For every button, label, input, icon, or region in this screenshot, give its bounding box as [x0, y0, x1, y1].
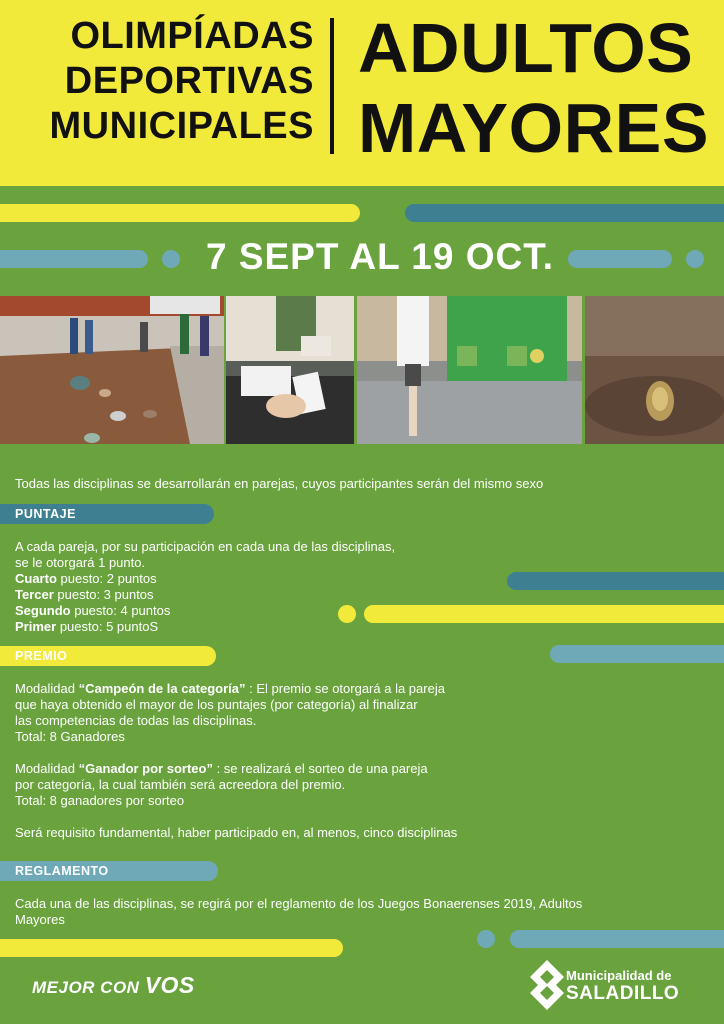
premio-m1-total: Total: 8 Ganadores [15, 729, 125, 744]
puntaje-heading: PUNTAJE [0, 504, 214, 524]
slogan-logo [32, 972, 195, 999]
stripe-blue-mid [507, 572, 724, 590]
stripe-yellow-bottom [0, 939, 343, 957]
premio-modalidad-1 [15, 681, 445, 745]
puntaje-body [15, 539, 395, 635]
stripe-yellow-mid [364, 605, 724, 623]
header-left-line-3: MUNICIPALES [49, 105, 314, 147]
dot-lblue-right [686, 250, 704, 268]
reglamento-line-1: Cada una de las disciplinas, se regirá por el reglamento de los Juegos Bonaerenses 2019, Adultos [15, 896, 583, 911]
intro-text: Todas las disciplinas se desarrollarán en parejas, cuyos participantes serán del mismo sexo [15, 476, 544, 491]
puntaje-row-cuarto: Cuarto puesto: 2 puntos [15, 571, 157, 586]
header-left-line-2: DEPORTIVAS [64, 60, 314, 102]
soccer-photo [357, 296, 582, 444]
header-banner [0, 0, 724, 186]
header-right-line-1: ADULTOS [358, 9, 694, 87]
reglamento-heading: REGLAMENTO [0, 861, 218, 881]
premio-m2-line-1: Modalidad “Ganador por sorteo” : se realizará el sorteo de una pareja [15, 761, 428, 776]
premio-modalidad-2 [15, 761, 428, 809]
event-dates: 7 SEPT AL 19 OCT. [205, 236, 555, 277]
premio-m2-line-2: por categoría, la cual también será acreedora del premio. [15, 777, 346, 792]
header-left-line-1: OLIMPÍADAS [70, 15, 314, 57]
premio-m1-line-1: Modalidad “Campeón de la categoría” : El premio se otorgará a la pareja [15, 681, 445, 696]
header-right-line-2: MAYORES [358, 89, 710, 167]
sapo-photo [585, 296, 724, 444]
premio-requisito: Será requisito fundamental, haber participado en, al menos, cinco disciplinas [15, 825, 458, 840]
puntaje-line-2: se le otorgará 1 punto. [15, 555, 146, 570]
slogan-prefix: MEJOR CON [32, 978, 145, 997]
municipality-line-1: Municipalidad de [566, 968, 672, 983]
stripe-lblue-bottom [510, 930, 724, 948]
header-left-title [14, 14, 314, 149]
premio-heading: PREMIO [0, 646, 216, 666]
bocha-photo [0, 296, 224, 444]
dot-lblue-left [162, 250, 180, 268]
premio-m2-total: Total: 8 ganadores por sorteo [15, 793, 185, 808]
dot-lblue-bottom [477, 930, 495, 948]
municipality-name [566, 968, 679, 1005]
stripe-blue-top [405, 204, 724, 222]
reglamento-line-2: Mayores [15, 912, 65, 927]
puntaje-row-segundo: Segundo puesto: 4 puntos [15, 603, 171, 618]
stripe-lblue-right [568, 250, 672, 268]
reglamento-body [15, 896, 582, 928]
dot-yellow-mid [338, 605, 356, 623]
premio-m1-line-3: las competencias de todas las disciplinas. [15, 713, 257, 728]
stripe-lblue-left [0, 250, 148, 268]
puntaje-row-tercer: Tercer puesto: 3 puntos [15, 587, 154, 602]
premio-m1-line-2: que haya obtenido el mayor de los puntajes (por categoría) al finalizar [15, 697, 418, 712]
header-right-title [358, 8, 709, 168]
puntaje-line-1: A cada pareja, por su participación en cada una de las disciplinas, [15, 539, 396, 554]
puntaje-row-primer: Primer puesto: 5 puntoS [15, 619, 159, 634]
header-divider [330, 18, 334, 154]
municipality-logo-icon [530, 960, 564, 1010]
slogan-vos: VOS [144, 972, 195, 998]
municipality-line-2: SALADILLO [566, 983, 680, 1004]
stripe-lblue-mid [550, 645, 724, 663]
cards-photo [226, 296, 354, 444]
stripe-yellow-top [0, 204, 360, 222]
